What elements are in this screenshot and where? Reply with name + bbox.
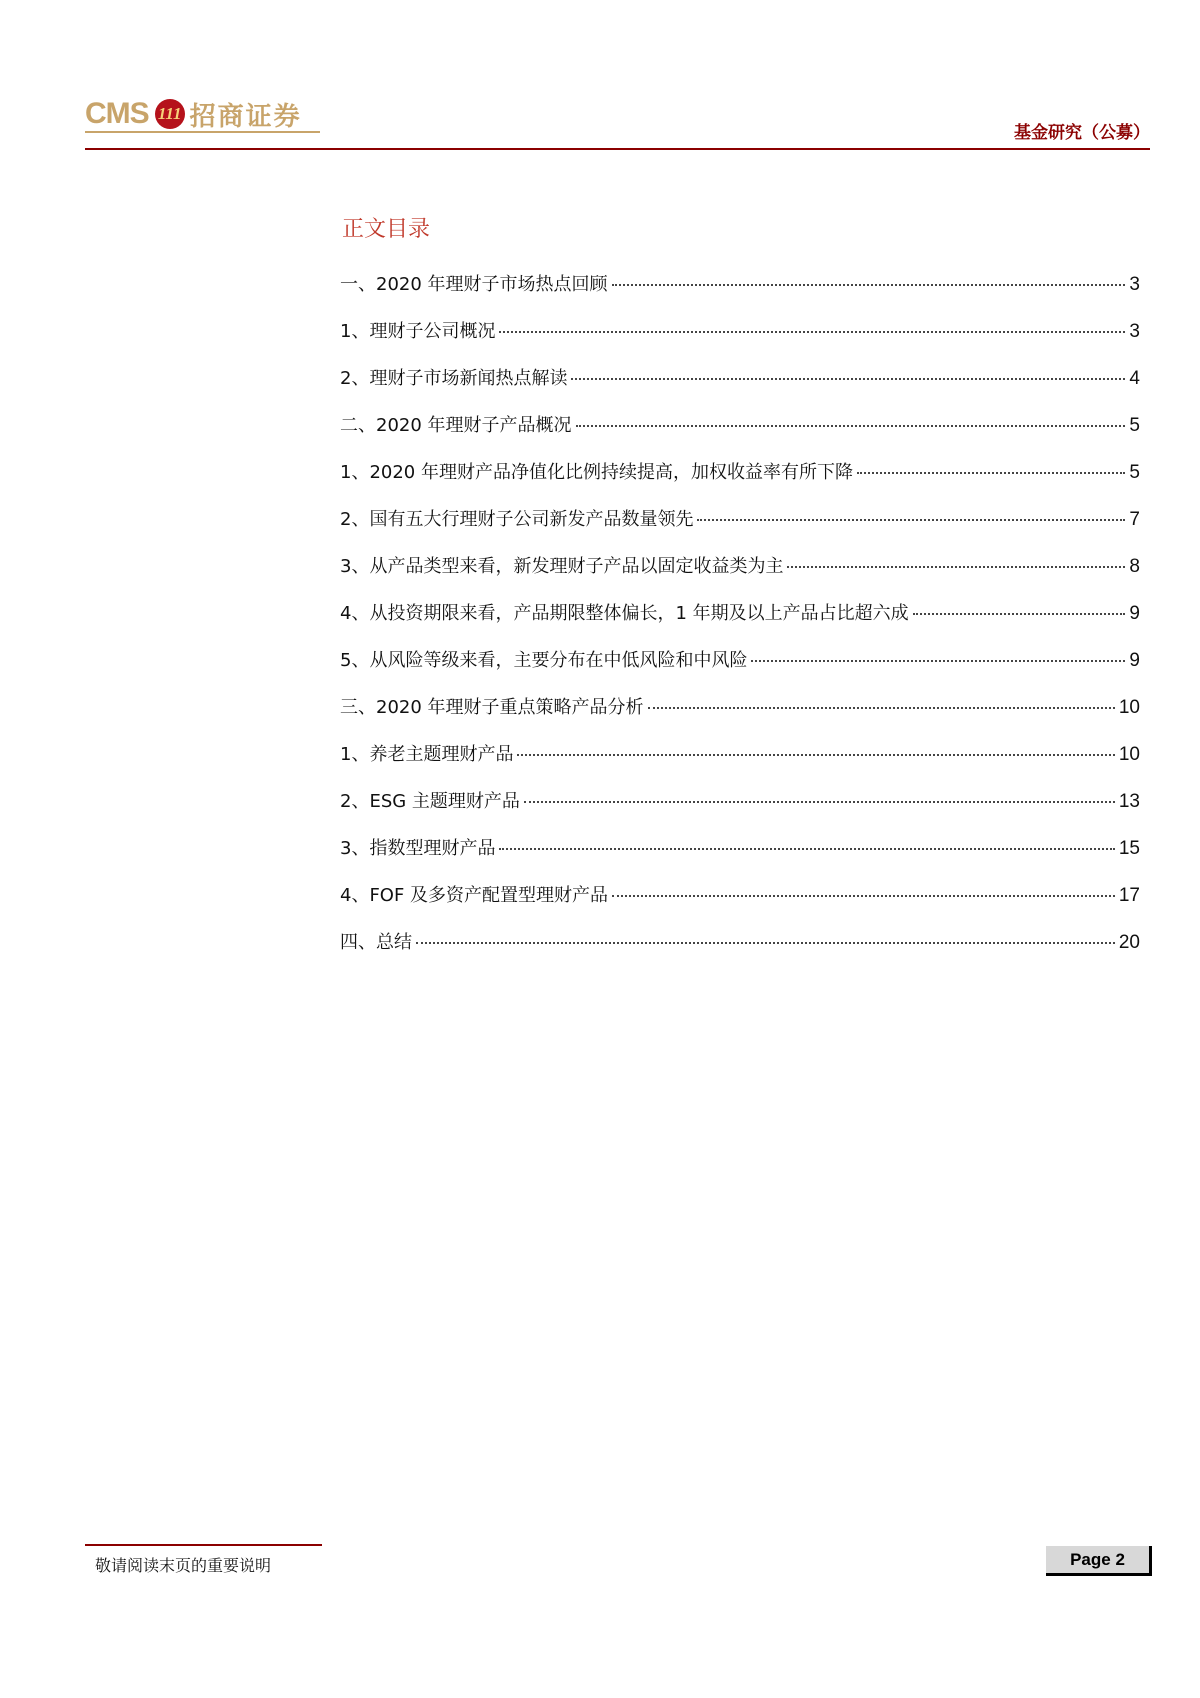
toc-entry-label: 2、ESG 主题理财产品	[340, 791, 520, 812]
toc-entry-label: 3、从产品类型来看，新发理财子产品以固定收益类为主	[340, 556, 784, 577]
toc-entry-page: 5	[1129, 462, 1140, 483]
toc-entry[interactable]	[340, 552, 1140, 599]
toc-entry-label: 三、2020 年理财子重点策略产品分析	[340, 697, 644, 718]
toc-dot-leader	[913, 613, 1126, 615]
toc-entry[interactable]	[340, 270, 1140, 317]
toc-entry-page: 15	[1118, 838, 1140, 859]
logo-chinese-text: 招商证券	[189, 101, 302, 132]
toc-entry-label: 一、2020 年理财子市场热点回顾	[340, 274, 608, 295]
toc-entry-label: 1、理财子公司概况	[340, 321, 496, 342]
toc-entry[interactable]	[340, 646, 1140, 693]
toc-dot-leader	[612, 284, 1126, 286]
table-of-contents	[340, 270, 1140, 975]
toc-entry-label: 5、从风险等级来看，主要分布在中低风险和中风险	[340, 650, 748, 671]
toc-entry[interactable]	[340, 411, 1140, 458]
toc-dot-leader	[576, 425, 1126, 427]
header-divider	[85, 148, 1150, 150]
toc-entry[interactable]	[340, 458, 1140, 505]
toc-entry[interactable]	[340, 317, 1140, 364]
page-number-box: Page 2	[1046, 1546, 1152, 1576]
toc-entry-page: 20	[1118, 932, 1140, 953]
footer-note: 敬请阅读末页的重要说明	[95, 1556, 272, 1575]
toc-dot-leader	[612, 895, 1115, 897]
toc-dot-leader	[416, 942, 1115, 944]
toc-dot-leader	[571, 378, 1125, 380]
toc-entry-page: 9	[1129, 650, 1140, 671]
toc-dot-leader	[751, 660, 1125, 662]
report-category: 基金研究（公募）	[1014, 123, 1150, 143]
toc-entry-page: 3	[1129, 274, 1140, 295]
toc-entry[interactable]	[340, 928, 1140, 975]
toc-dot-leader	[697, 519, 1125, 521]
toc-dot-leader	[499, 848, 1114, 850]
toc-entry[interactable]	[340, 364, 1140, 411]
toc-dot-leader	[787, 566, 1125, 568]
page-header	[85, 88, 1150, 150]
toc-entry[interactable]	[340, 693, 1140, 740]
toc-entry[interactable]	[340, 881, 1140, 928]
toc-entry-page: 3	[1129, 321, 1140, 342]
toc-entry-page: 8	[1129, 556, 1140, 577]
toc-entry-page: 5	[1129, 415, 1140, 436]
toc-entry-label: 4、FOF 及多资产配置型理财产品	[340, 885, 609, 906]
cms-logo	[85, 94, 302, 134]
logo-underline	[85, 131, 320, 133]
toc-entry[interactable]	[340, 505, 1140, 552]
toc-entry-label: 2、理财子市场新闻热点解读	[340, 368, 568, 389]
toc-entry-page: 13	[1118, 791, 1140, 812]
toc-entry-page: 10	[1118, 697, 1140, 718]
toc-dot-leader	[499, 331, 1125, 333]
logo-latin-text: CMS	[85, 97, 149, 130]
toc-dot-leader	[517, 754, 1114, 756]
toc-dot-leader	[857, 472, 1125, 474]
toc-entry-label: 4、从投资期限来看，产品期限整体偏长，1 年期及以上产品占比超六成	[340, 603, 909, 624]
footer-divider	[85, 1544, 322, 1546]
toc-entry-page: 17	[1118, 885, 1140, 906]
toc-entry-label: 四、总结	[340, 932, 412, 953]
toc-entry-page: 4	[1129, 368, 1140, 389]
toc-entry-page: 7	[1129, 509, 1140, 530]
logo-badge-icon: 111	[155, 99, 185, 129]
toc-entry-label: 1、2020 年理财产品净值化比例持续提高，加权收益率有所下降	[340, 462, 853, 483]
toc-entry[interactable]	[340, 599, 1140, 646]
toc-title: 正文目录	[342, 217, 431, 242]
toc-entry-label: 二、2020 年理财子产品概况	[340, 415, 572, 436]
toc-entry[interactable]	[340, 787, 1140, 834]
toc-entry-label: 1、养老主题理财产品	[340, 744, 514, 765]
toc-dot-leader	[524, 801, 1115, 803]
toc-entry-label: 2、国有五大行理财子公司新发产品数量领先	[340, 509, 694, 530]
toc-entry-page: 10	[1118, 744, 1140, 765]
toc-entry[interactable]	[340, 740, 1140, 787]
toc-dot-leader	[648, 707, 1115, 709]
toc-entry[interactable]	[340, 834, 1140, 881]
toc-entry-label: 3、指数型理财产品	[340, 838, 496, 859]
toc-entry-page: 9	[1129, 603, 1140, 624]
